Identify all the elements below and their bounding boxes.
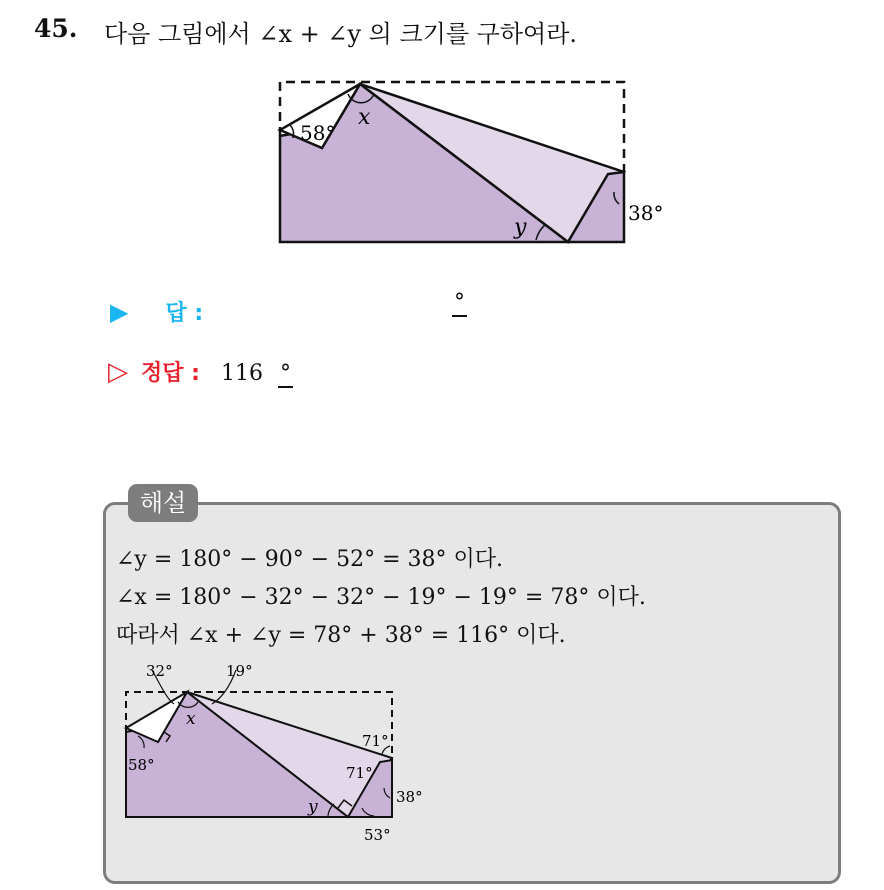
label-y: y bbox=[514, 215, 527, 240]
label-53: 53° bbox=[364, 826, 391, 844]
solution-line-3: 따라서 ∠x + ∠y = 78° + 38° = 116° 이다. bbox=[116, 623, 566, 648]
answer-marker-icon: ▶ bbox=[110, 298, 129, 326]
label-71-top: 71° bbox=[362, 732, 389, 750]
correct-answer-row bbox=[108, 356, 293, 387]
correct-marker-icon: ▷ bbox=[108, 357, 128, 387]
label-38: 38° bbox=[396, 788, 423, 806]
label-32: 32° bbox=[146, 662, 173, 680]
label-x: x bbox=[358, 105, 371, 130]
correct-value: 116 bbox=[220, 361, 263, 386]
solution-line-2: ∠x = 180° − 32° − 32° − 19° − 19° = 78° 이다. bbox=[116, 585, 646, 610]
solution-figure bbox=[112, 658, 442, 848]
question-text: 다음 그림에서 ∠x + ∠y 의 크기를 구하여라. bbox=[104, 20, 578, 48]
answer-unit: ° bbox=[454, 290, 465, 315]
correct-unit: ° bbox=[279, 361, 291, 386]
correct-label: 정답 : bbox=[141, 361, 200, 386]
question-figure bbox=[270, 72, 680, 252]
label-58: 58° bbox=[128, 756, 155, 774]
answer-label: 답 : bbox=[165, 301, 204, 326]
answer-row bbox=[110, 296, 203, 327]
solution-line-1: ∠y = 180° − 90° − 52° = 38° 이다. bbox=[116, 547, 504, 572]
label-y: y bbox=[308, 797, 318, 817]
label-x: x bbox=[186, 709, 196, 729]
label-58: 58° bbox=[300, 121, 336, 145]
label-71-mid: 71° bbox=[346, 764, 373, 782]
label-19: 19° bbox=[226, 662, 253, 680]
label-38: 38° bbox=[628, 201, 664, 225]
question-number: 45. bbox=[34, 14, 78, 43]
solution-tab: 해설 bbox=[128, 484, 198, 522]
answer-blank[interactable] bbox=[452, 290, 467, 315]
